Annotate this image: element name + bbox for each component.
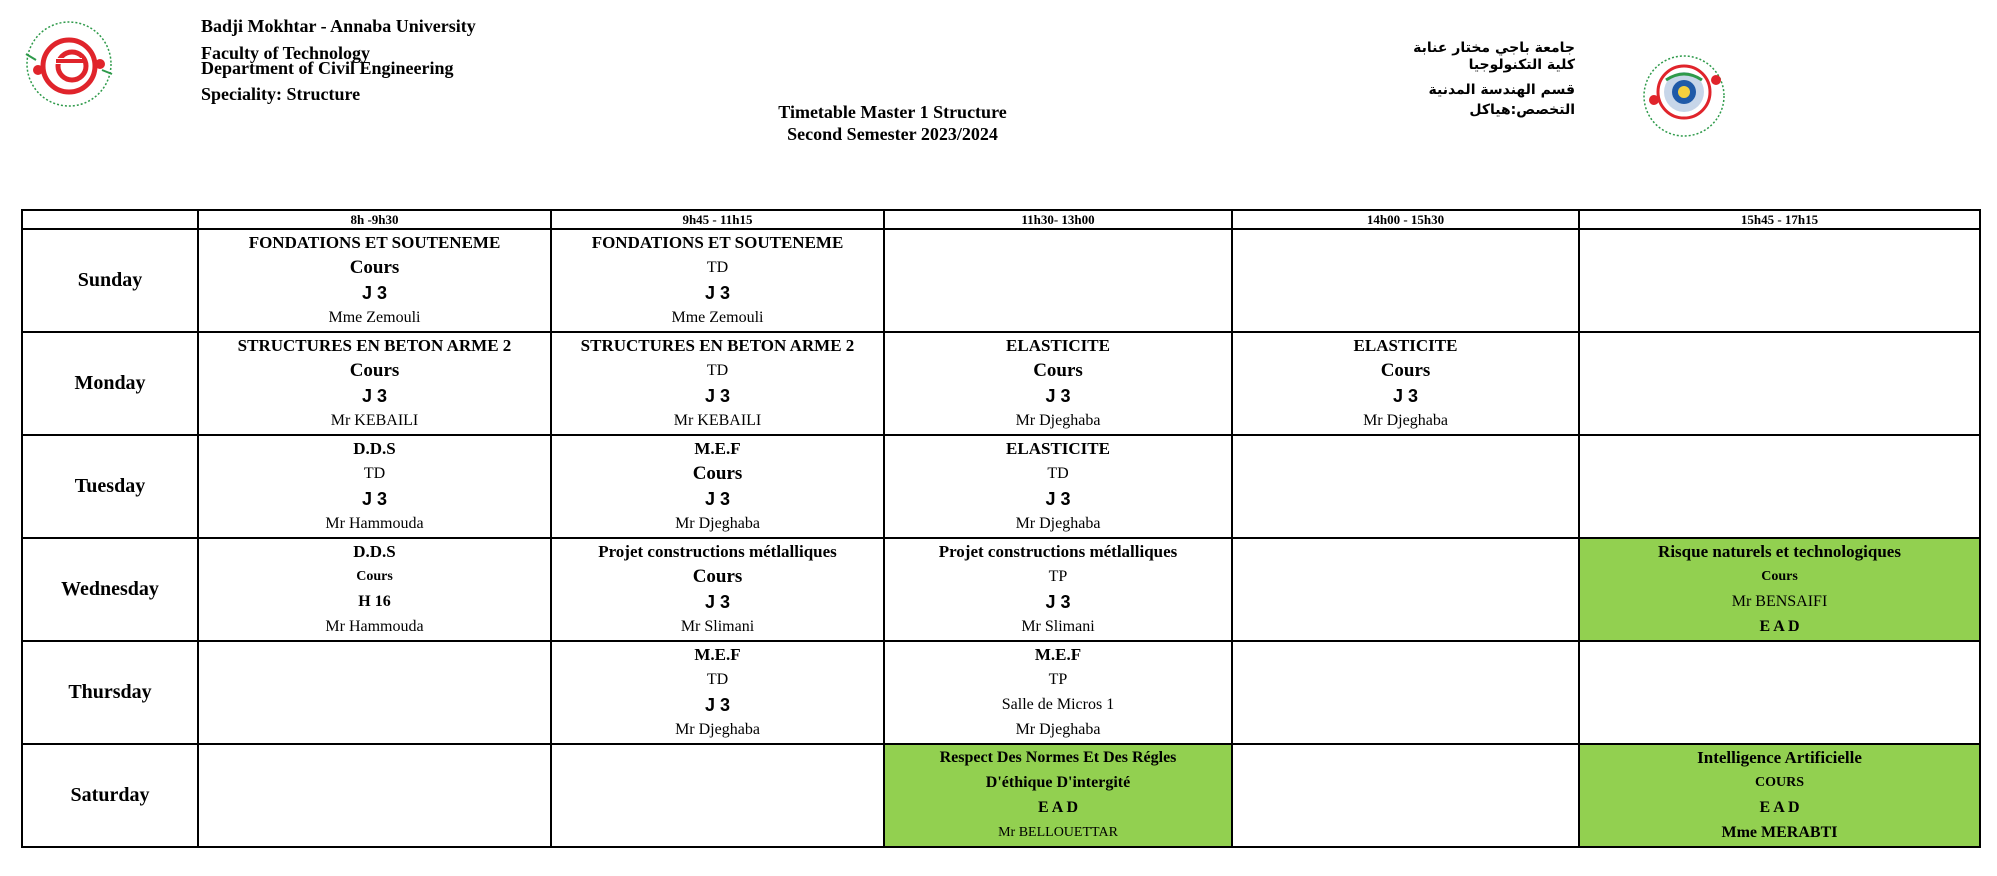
university-name-arabic: جامعة باجي مختار عنابة: [1413, 40, 1575, 56]
teacher: Mr Djeghaba: [1015, 721, 1101, 739]
timeslot-header: 8h -9h30: [198, 210, 551, 229]
empty-slot: [1579, 641, 1980, 744]
class-slot: [198, 538, 551, 641]
room: J 3: [1392, 386, 1419, 407]
room: J 3: [1045, 386, 1071, 407]
empty-slot: [1232, 744, 1579, 847]
class-slot: [551, 641, 884, 744]
course-name: Projet constructions métlalliques: [598, 541, 837, 561]
room: J 3: [1045, 489, 1071, 510]
department-name-arabic: قسم الهندسة المدنية: [1428, 82, 1575, 98]
session-type: Cours: [692, 565, 743, 587]
class-slot: [1579, 538, 1980, 641]
class-slot: [1579, 744, 1980, 847]
teacher: Mr Djeghaba: [1015, 515, 1101, 533]
class-slot: [551, 229, 884, 332]
day-label: Thursday: [22, 641, 198, 744]
day-label: Tuesday: [22, 435, 198, 538]
session-type: Cours: [1761, 568, 1798, 584]
course-name: Projet constructions métlalliques: [938, 541, 1178, 561]
teacher: Mr Hammouda: [325, 515, 424, 533]
timeslot-header: 15h45 - 17h15: [1579, 210, 1980, 229]
room: E A D: [1037, 799, 1078, 817]
empty-slot: [1232, 229, 1579, 332]
empty-slot: [884, 229, 1232, 332]
timeslot-header: 11h30- 13h00: [884, 210, 1232, 229]
page-title: [700, 101, 1085, 145]
session-type: TD: [706, 258, 729, 276]
timetable: [21, 209, 1981, 848]
speciality-name: Speciality: Structure: [201, 84, 361, 104]
timeslot-header: 9h45 - 11h15: [551, 210, 884, 229]
class-slot: [1232, 332, 1579, 435]
teacher: Mme Zemouli: [671, 309, 764, 327]
teacher: Mr Djeghaba: [675, 515, 760, 533]
teacher: Mr Djeghaba: [675, 721, 760, 739]
course-name: ELASTICITE: [1353, 335, 1458, 355]
teacher: Mr Djeghaba: [1015, 412, 1101, 430]
day-label: Monday: [22, 332, 198, 435]
session-type: Cours: [349, 359, 400, 381]
session-type: COURS: [1754, 774, 1804, 790]
course-name: M.E.F: [694, 644, 741, 664]
course-name: M.E.F: [1034, 644, 1082, 664]
university-name: Badji Mokhtar - Annaba University: [201, 16, 476, 36]
faculty-name-arabic: كلية التكنولوجيا: [1468, 57, 1575, 73]
day-label: Saturday: [22, 744, 198, 847]
speciality-name-arabic: التخصص:هياكل: [1469, 102, 1575, 118]
class-slot: [884, 538, 1232, 641]
session-type: TD: [363, 464, 386, 482]
class-slot: [551, 538, 884, 641]
course-name: D.D.S: [353, 438, 396, 458]
title-line-2: Second Semester 2023/2024: [787, 124, 998, 144]
teacher: Mr Djeghaba: [1363, 412, 1448, 430]
class-slot: [884, 435, 1232, 538]
room: J 3: [1045, 592, 1071, 613]
class-slot: [551, 435, 884, 538]
day-row-monday: [22, 332, 1980, 435]
department-name: Department of Civil Engineering: [201, 58, 454, 78]
empty-slot: [1579, 435, 1980, 538]
room: J 3: [704, 283, 731, 304]
room: J 3: [704, 386, 731, 407]
university-logo-right: [1632, 50, 1737, 145]
empty-slot: [551, 744, 884, 847]
course-name: Risque naturels et technologiques: [1658, 541, 1901, 561]
class-slot: [551, 332, 884, 435]
session-type: TP: [1048, 670, 1068, 688]
day-label: Sunday: [22, 229, 198, 332]
room: Salle de Micros 1: [1001, 696, 1115, 714]
teacher: Mr Hammouda: [325, 618, 424, 636]
session-type: D'éthique D'intergité: [985, 773, 1131, 791]
session-type: TP: [1048, 567, 1068, 585]
day-label: Wednesday: [22, 538, 198, 641]
faculty-name: Faculty of Technology: [201, 43, 371, 63]
day-row-thursday: [22, 641, 1980, 744]
session-type: Cours: [349, 256, 400, 278]
empty-slot: [1232, 435, 1579, 538]
teacher: Mr KEBAILI: [673, 412, 762, 430]
empty-slot: [1232, 538, 1579, 641]
room: J 3: [704, 695, 731, 716]
empty-slot: [198, 744, 551, 847]
title-line-1: Timetable Master 1 Structure: [778, 102, 1007, 122]
day-row-wednesday: [22, 538, 1980, 641]
teacher: Mme Zemouli: [328, 309, 421, 327]
room: H 16: [358, 593, 391, 611]
teacher: Mme MERABTI: [1721, 824, 1838, 842]
teacher: E A D: [1759, 618, 1800, 636]
room: Mr BENSAIFI: [1731, 593, 1828, 611]
class-slot: [884, 744, 1232, 847]
room: J 3: [361, 283, 388, 304]
class-slot: [198, 332, 551, 435]
class-slot: [198, 229, 551, 332]
corner-cell: [22, 210, 198, 229]
room: J 3: [704, 489, 731, 510]
session-type: Cours: [1380, 359, 1431, 381]
teacher: Mr Slimani: [680, 618, 755, 636]
timeslot-header-row: [22, 210, 1980, 229]
session-type: TD: [1047, 464, 1069, 482]
empty-slot: [1579, 229, 1980, 332]
teacher: Mr BELLOUETTAR: [998, 825, 1118, 841]
session-type: TD: [706, 670, 729, 688]
class-slot: [884, 641, 1232, 744]
course-name: ELASTICITE: [1006, 335, 1110, 355]
class-slot: [198, 435, 551, 538]
course-name: FONDATIONS ET SOUTENEME: [248, 232, 501, 252]
session-type: Cours: [356, 568, 393, 584]
course-name: FONDATIONS ET SOUTENEME: [591, 232, 844, 252]
empty-slot: [1579, 332, 1980, 435]
room: E A D: [1759, 799, 1800, 817]
empty-slot: [198, 641, 551, 744]
day-row-tuesday: [22, 435, 1980, 538]
empty-slot: [1232, 641, 1579, 744]
course-name: Respect Des Normes Et Des Régles: [939, 748, 1177, 766]
course-name: D.D.S: [353, 541, 396, 561]
teacher: Mr KEBAILI: [330, 412, 419, 430]
course-name: Intelligence Artificielle: [1697, 747, 1862, 767]
session-type: Cours: [1033, 359, 1083, 381]
day-row-sunday: [22, 229, 1980, 332]
session-type: Cours: [692, 462, 743, 484]
session-type: TD: [706, 361, 729, 379]
course-name: M.E.F: [694, 438, 741, 458]
room: J 3: [704, 592, 731, 613]
room: J 3: [361, 489, 388, 510]
course-name: STRUCTURES EN BETON ARME 2: [580, 335, 855, 355]
teacher: Mr Slimani: [1021, 618, 1095, 636]
class-slot: [884, 332, 1232, 435]
course-name: STRUCTURES EN BETON ARME 2: [237, 335, 512, 355]
day-row-saturday: [22, 744, 1980, 847]
university-logo-left: [14, 14, 124, 114]
room: J 3: [361, 386, 388, 407]
timeslot-header: 14h00 - 15h30: [1232, 210, 1579, 229]
course-name: ELASTICITE: [1006, 438, 1110, 458]
